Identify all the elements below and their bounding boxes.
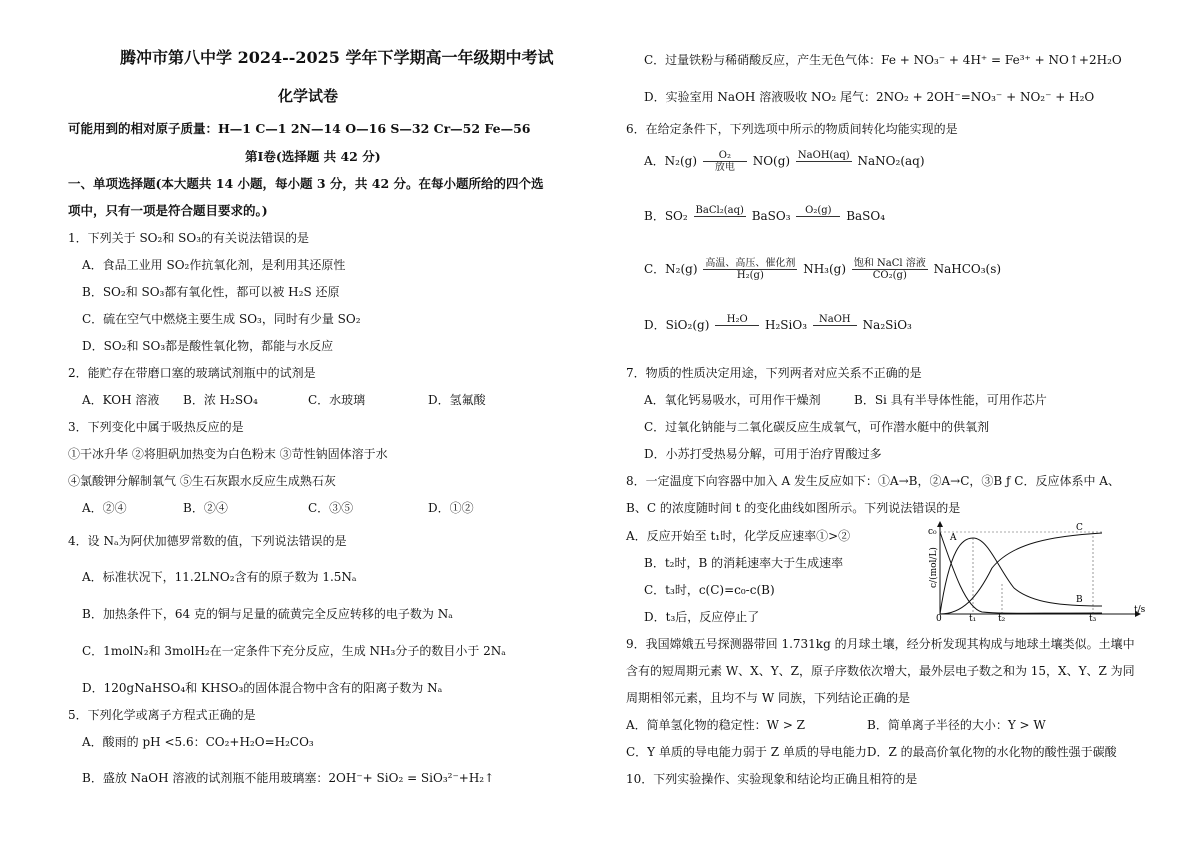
q2-option-a: A．KOH 溶液 [82, 393, 160, 407]
q3-option-a: A．②④ [82, 501, 127, 515]
q6-c-start: C．N₂(g) [644, 262, 698, 276]
q6-b-arrow-1: BaCl₂(aq) [695, 205, 744, 216]
q10-stem: 10．下列实验操作、实验现象和结论均正确且相符的是 [626, 772, 918, 786]
q5-option-c: C．过量铁粉与稀硝酸反应，产生无色气体：Fe + NO₃⁻ + 4H⁺ = Fe³⁺ + NO↑+2H₂O [644, 53, 1122, 67]
section-heading-1: 一、单项选择题(本大题共 14 小题，每小题 3 分，共 42 分。在每小题所给的四个选 [68, 176, 544, 191]
q9-line-2: 含有的短周期元素 W、X、Y、Z，原子序数依次增大，最外层电子数之和为 15，X、Y、Z 为同 [626, 664, 1135, 678]
q2-option-d: D．氢氟酸 [428, 393, 486, 407]
q8-option-b: B．t₂时，B 的消耗速率大于生成速率 [644, 556, 844, 570]
q4-stem: 4．设 Nₐ为阿伏加德罗常数的值，下列说法错误的是 [68, 534, 347, 548]
q9-option-b: B．简单离子半径的大小：Y > W [867, 718, 1046, 732]
q6-option-a [644, 150, 925, 173]
q6-a-start: A．N₂(g) [644, 154, 698, 168]
x-axis-label: t/s [1134, 605, 1146, 615]
q6-a-end: NaNO₂(aq) [857, 154, 925, 168]
q3-stem: 3．下列变化中属于吸热反应的是 [68, 420, 244, 434]
y-tick-c0: c₀ [928, 527, 937, 537]
q3-option-b: B．②④ [183, 501, 228, 515]
q7-option-d: D．小苏打受热易分解，可用于治疗胃酸过多 [644, 447, 882, 461]
q6-d-start: D．SiO₂(g) [644, 318, 710, 332]
q8-option-a: A．反应开始至 t₁时，化学反应速率①>② [626, 529, 851, 543]
q9-option-a: A．简单氢化物的稳定性：W > Z [626, 718, 806, 732]
q2-option-c: C．水玻璃 [308, 393, 366, 407]
series-a-label: A [950, 533, 957, 543]
q8-option-c: C．t₃时，c(C)=c₀-c(B) [644, 583, 775, 597]
q6-option-c [644, 258, 1001, 281]
q6-stem: 6．在给定条件下，下列选项中所示的物质间转化均能实现的是 [626, 122, 958, 136]
q1-option-b: B．SO₂和 SO₃都有氧化性，都可以被 H₂S 还原 [82, 285, 340, 299]
x-tick-t3: t₃ [1089, 614, 1097, 622]
q8-option-d: D．t₃后，反应停止了 [644, 610, 760, 624]
q6-b-end: BaSO₄ [846, 209, 886, 223]
q4-option-d: D．120gNaHSO₄和 KHSO₃的固体混合物中含有的阳离子数为 Nₐ [82, 681, 443, 695]
q3-items-1: ①干冰升华 ②将胆矾加热变为白色粉末 ③苛性钠固体溶于水 [68, 447, 388, 461]
q1-option-d: D．SO₂和 SO₃都是酸性氧化物，都能与水反应 [82, 339, 334, 353]
q6-option-b [644, 205, 885, 228]
atomic-mass-note: 可能用到的相对原子质量：H—1 C—1 2N—14 O—16 S—32 Cr—52 Fe—56 [68, 121, 531, 136]
q4-option-a: A．标准状况下，11.2LNO₂含有的原子数为 1.5Nₐ [82, 570, 357, 584]
q6-d-arrow-1: H₂O [715, 314, 759, 337]
q6-a-arrow-2: NaOH(aq) [797, 150, 850, 161]
q2-option-b: B．浓 H₂SO₄ [183, 393, 258, 407]
q3-items-2: ④氯酸钾分解制氧气 ⑤生石灰跟水反应生成熟石灰 [68, 474, 336, 488]
q3-option-c: C．③⑤ [308, 501, 354, 515]
q3-option-d: D．①② [428, 501, 474, 515]
q6-b-start: B．SO₂ [644, 209, 688, 223]
q5-option-d: D．实验室用 NaOH 溶液吸收 NO₂ 尾气：2NO₂ + 2OH⁻=NO₃⁻ + NO₂⁻ + H₂O [644, 90, 1095, 104]
series-b-label: B [1076, 595, 1083, 605]
q5-stem: 5．下列化学或离子方程式正确的是 [68, 708, 256, 722]
x-tick-0: 0 [936, 614, 942, 622]
x-tick-t1: t₁ [969, 614, 977, 622]
x-tick-t2: t₂ [998, 614, 1006, 622]
q9-line-3: 周期相邻元素，且均不与 W 同族，下列结论正确的是 [626, 691, 910, 705]
q6-c-arrow-1: $\frac{\text{高温、高压、催化剂}}{\text{H₂(g)}}$ [705, 258, 796, 281]
q5-option-a: A．酸雨的 pH <5.6：CO₂+H₂O=H₂CO₃ [82, 735, 314, 749]
q9-option-cd: C．Y 单质的导电能力弱于 Z 单质的导电能力D．Z 的最高价氧化物的水化物的酸性强于碳酸 [626, 745, 1117, 759]
section-heading-2: 项中，只有一项是符合题目要求的。) [68, 203, 268, 218]
q7-option-c: C．过氧化钠能与二氧化碳反应生成氧气，可作潜水艇中的供氧剂 [644, 420, 990, 434]
q6-d-arrow-2: NaOH [813, 314, 857, 337]
q6-d-end: Na₂SiO₃ [862, 318, 912, 332]
q7-stem: 7．物质的性质决定用途，下列两者对应关系不正确的是 [626, 366, 922, 380]
q7-option-a: A．氧化钙易吸水，可用作干燥剂 [644, 393, 821, 407]
q6-d-middle: H₂SiO₃ [765, 318, 808, 332]
y-axis-label: c/(mol/L) [929, 547, 939, 588]
series-c-label: C [1076, 523, 1083, 533]
q9-line-1: 9．我国嫦娥五号探测器带回 1.731kg 的月球土壤，经分析发现其构成与地球土壤类似。土壤中 [626, 637, 1135, 651]
q2-stem: 2．能贮存在带磨口塞的玻璃试剂瓶中的试剂是 [68, 366, 316, 380]
exam-title: 腾冲市第八中学 2024--2025 学年下学期高一年级期中考试 [120, 48, 554, 67]
q6-b-middle: BaSO₃ [751, 209, 791, 223]
q6-c-end: NaHCO₃(s) [933, 262, 1002, 276]
q6-a-arrow-1: $\frac{\text{O₂}}{\text{放电}}$ [703, 150, 747, 173]
part-heading: 第Ⅰ卷(选择题 共 42 分) [245, 149, 381, 164]
q1-stem: 1．下列关于 SO₂和 SO₃的有关说法错误的是 [68, 231, 310, 245]
q4-option-b: B．加热条件下，64 克的铜与足量的硫黄完全反应转移的电子数为 Nₐ [82, 607, 453, 621]
q6-c-middle: NH₃(g) [803, 262, 847, 276]
q6-option-d [644, 314, 912, 337]
q5-option-b: B．盛放 NaOH 溶液的试剂瓶不能用玻璃塞：2OH⁻+ SiO₂ = SiO₃²⁻+H₂↑ [82, 771, 495, 785]
q1-option-c: C．硫在空气中燃烧主要生成 SO₃，同时有少量 SO₂ [82, 312, 361, 326]
q7-option-b: B．Si 具有半导体性能，可用作芯片 [854, 393, 1047, 407]
q8-concentration-chart [922, 518, 1158, 622]
q8-stem-2: B、C 的浓度随时间 t 的变化曲线如图所示。下列说法错误的是 [626, 501, 961, 515]
exam-subtitle: 化学试卷 [278, 87, 339, 105]
q8-stem-1: 8．一定温度下向容器中加入 A 发生反应如下：①A→B，②A→C，③B ƒ C．反应体系中 A、 [626, 474, 1120, 488]
q6-c-arrow-2: $\frac{\text{饱和 NaCl 溶液}}{\text{CO₂(g)}}$ [853, 258, 926, 281]
q1-option-a: A．食品工业用 SO₂作抗氧化剂，是利用其还原性 [82, 258, 346, 272]
q6-b-arrow-2: O₂(g) [796, 205, 840, 228]
q6-a-middle: NO(g) [752, 154, 791, 168]
q4-option-c: C．1molN₂和 3molH₂在一定条件下充分反应，生成 NH₃分子的数目小于 2Nₐ [82, 644, 506, 658]
